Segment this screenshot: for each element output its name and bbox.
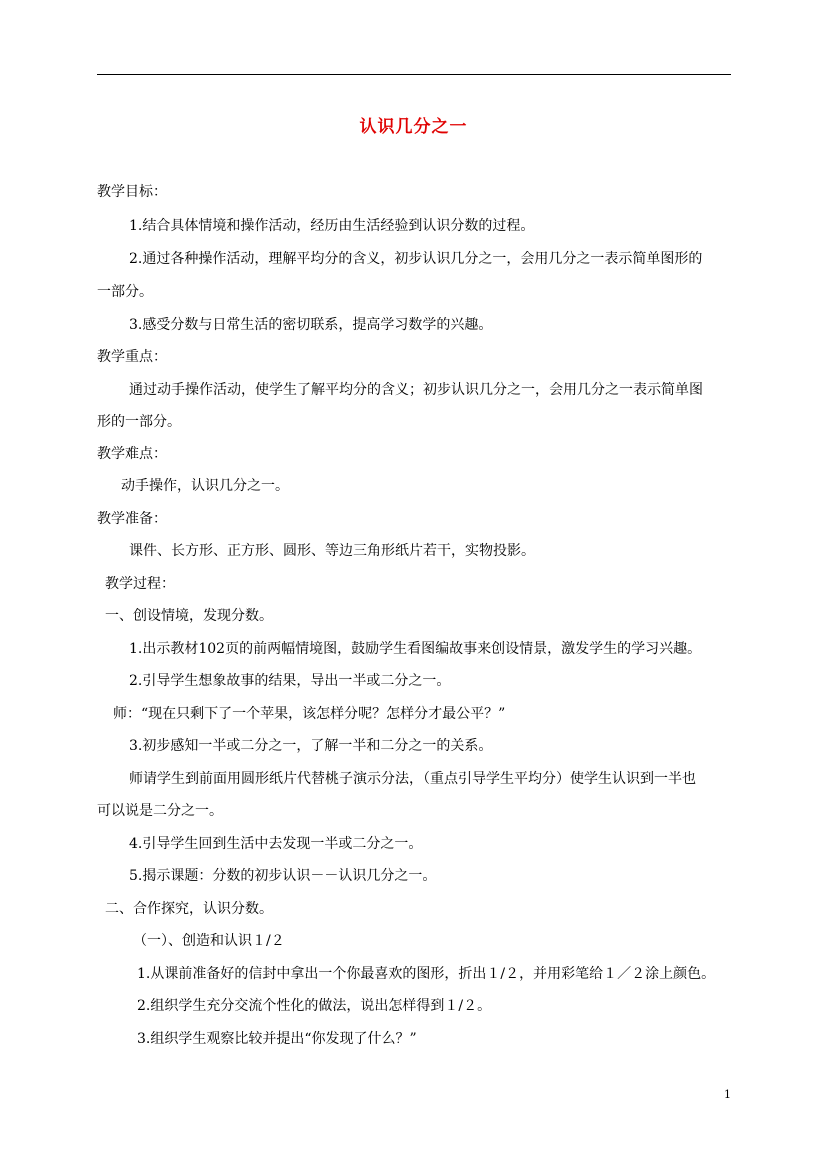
text-line: 3.初步感知一半或二分之一，了解一半和二分之一的关系。 [129,738,493,754]
text-line: 教学过程： [105,576,175,592]
text-line: 2.组织学生充分交流个性化的做法，说出怎样得到１/２。 [137,998,492,1014]
text-line: 一、创设情境，发现分数。 [105,608,273,624]
text-line: 形的一部分。 [97,414,181,430]
text-line: 通过动手操作活动，使学生了解平均分的含义；初步认识几分之一，会用几分之一表示简单图 [129,382,703,398]
text-line: 师：“现在只剩下了一个苹果，该怎样分呢？怎样分才最公平？” [113,706,506,722]
text-line: 2.通过各种操作活动，理解平均分的含义，初步认识几分之一，会用几分之一表示简单图形的 [129,251,703,267]
page-number: 1 [724,1088,731,1101]
text-line: 4.引导学生回到生活中去发现一半或二分之一。 [129,836,423,852]
text-line: 3.感受分数与日常生活的密切联系，提高学习数学的兴趣。 [129,317,493,333]
text-line: 一部分。 [97,284,153,300]
text-line: 2.引导学生想象故事的结果，导出一半或二分之一。 [129,673,451,689]
text-line: 5.揭示课题：分数的初步认识－－认识几分之一。 [129,868,437,884]
text-line: 动手操作，认识几分之一。 [121,478,289,494]
text-line: 二、合作探究，认识分数。 [105,901,273,917]
text-line: 师请学生到前面用圆形纸片代替桃子演示分法，（重点引导学生平均分）使学生认识到一半也 [129,771,696,787]
text-line: 1.结合具体情境和操作活动，经历由生活经验到认识分数的过程。 [129,218,535,234]
text-line: 教学重点： [97,349,167,365]
header-rule [97,74,731,75]
text-line: 教学目标： [97,184,167,200]
text-line: （一）、创造和认识１/２ [133,933,285,949]
text-line: 课件、长方形、正方形、圆形、等边三角形纸片若干，实物投影。 [129,543,535,559]
text-line: 教学难点： [97,446,167,462]
document-title: 认识几分之一 [359,117,468,137]
text-line: 教学准备： [97,511,167,527]
text-line: 可以说是二分之一。 [97,803,223,819]
text-line: 1.从课前准备好的信封中拿出一个你最喜欢的图形，折出１/２，并用彩笔给１／２涂上颜色。 [137,966,716,982]
text-line: 3.组织学生观察比较并提出“你发现了什么？” [137,1031,417,1047]
text-line: 1.出示教材102页的前两幅情境图，鼓励学生看图编故事来创设情景，激发学生的学习兴趣。 [129,641,702,657]
